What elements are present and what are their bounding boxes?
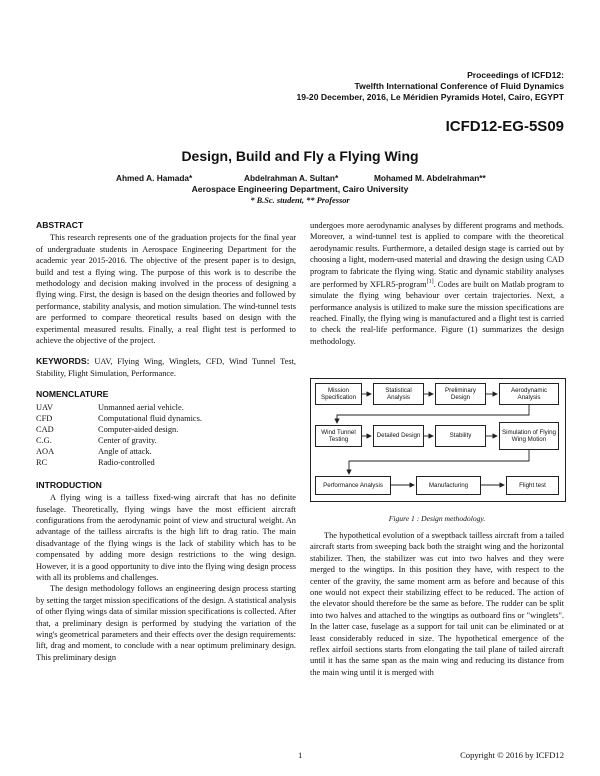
author-roles: * B.Sc. student, ** Professor: [250, 196, 350, 205]
nom-def: Center of gravity.: [98, 435, 157, 445]
nomenclature-row: [36, 413, 296, 424]
page-number: 1: [298, 750, 303, 760]
author-2: Abdelrahman A. Sultan*: [244, 173, 339, 183]
nom-def: Radio-controlled: [98, 457, 155, 467]
nomenclature-row: [36, 435, 296, 446]
abstract-heading: ABSTRACT: [36, 220, 84, 230]
conference-date-venue: 19-20 December, 2016, Le Méridien Pyramids Hotel, Cairo, EGYPT: [296, 92, 564, 102]
nom-def: Unmanned aerial vehicle.: [98, 402, 184, 412]
step-aerodynamic-analysis: Aerodynamic Analysis: [499, 383, 559, 405]
step-simulation: Simulation of Flying Wing Motion: [499, 422, 559, 450]
abstract-text: This research represents one of the graduation projects for the final year of undergraduate students in Aerospace Engineering Department for the academic year 2015-2016. The objective of the present paper is to design, build and test a flying wing. The purpose of this work is to describe the methodology and decision making involved in the process of designing a flying wing. First, the design is based on the design theories and followed by performance, stability analysis, and motion simulation. The wind-tunnel tests are performed to compare theoretical results based on design with the experimental measured results. Finally, a real flight test is performed to achieve the objective of the project.: [36, 233, 296, 346]
keywords: [36, 356, 296, 379]
right-column-top: [310, 220, 564, 347]
nom-abbr: CAD: [36, 424, 54, 434]
methodology-figure: [310, 378, 566, 502]
step-manufacturing: Manufacturing: [416, 476, 481, 495]
copyright: Copyright © 2016 by ICFD12: [460, 750, 564, 760]
nom-abbr: RC: [36, 457, 48, 467]
citation-ref: [1]: [426, 279, 434, 286]
step-wind-tunnel-testing: Wind Tunnel Testing: [315, 425, 362, 447]
nomenclature-list: [36, 402, 296, 468]
right-paragraph-1: [310, 220, 564, 347]
nomenclature-row: [36, 402, 296, 413]
nom-abbr: AOA: [36, 446, 55, 456]
left-column: [36, 220, 296, 663]
author-3: Mohamed M. Abdelrahman**: [374, 173, 486, 183]
step-performance-analysis: Performance Analysis: [315, 476, 391, 495]
step-stability: Stability: [435, 425, 486, 447]
introduction-heading: INTRODUCTION: [36, 479, 102, 490]
right-paragraph-2: The hypothetical evolution of a sweptback tailless aircraft from a tailed aircraft starts from sweeping back both the straight wing and the horizontal stabilizer. Then, the stabilizer was cut into two halves and they were merged to the wingtips. In this position they have, with respect to the center of the gravity, the same moment arm as before and because of this one would not expect their stabilizing effect to be reduced. The action of the elevator should therefore be the same as before. The rudder can be split into two halves and attached to the wingtips as outboard fins or "winglets". In the latter case, fuselage as a support for tail unit can be eliminated or at least considerably reduced in size. The hypothetical emergence of the reflex airfoil sections starts from elongating the tail plane of tailed aircraft until it has the same span as the main wing and reducing its distance from the main wing until it is merged with: [310, 531, 564, 677]
nom-abbr: UAV: [36, 402, 54, 412]
figure-caption: Figure 1 : Design methodology.: [388, 514, 486, 523]
step-mission-specification: Mission Specification: [315, 383, 362, 405]
author-1: Ahmed A. Hamada*: [116, 173, 193, 183]
proceedings-line: Proceedings of ICFD12:: [467, 70, 564, 80]
nomenclature-row: [36, 424, 296, 435]
paper-code: ICFD12-EG-5S09: [445, 118, 564, 135]
keywords-text: UAV, Flying Wing, Winglets, CFD, Wind Tunnel Test, Stability, Flight Simulation, Performance.: [36, 357, 297, 378]
nom-abbr: C.G.: [36, 435, 52, 445]
keywords-label: KEYWORDS:: [36, 356, 90, 367]
paper-title: Design, Build and Fly a Flying Wing: [181, 148, 419, 164]
step-preliminary-design: Preliminary Design: [435, 383, 486, 405]
introduction-paragraph-1: A flying wing is a tailless fixed-wing aircraft that has no definite fuselage. Theoretically, flying wings have the most efficient aircraft configurations from the aerodynamic point of view and structural weight. An advantage of the tailless aircrafts is the high lift to drag ratio. The main disadvantage of the flying wings is the lack of stability which has to be compensated by adding more design restrictions to the wing design. However, it is a good opportunity to dive into the flying wing design process with all its problems and challenges.: [36, 493, 296, 582]
nomenclature-row: [36, 446, 296, 457]
nom-def: Computational fluid dynamics.: [98, 413, 202, 423]
nomenclature-heading: NOMENCLATURE: [36, 389, 109, 400]
conference-name: Twelfth International Conference of Fluid Dynamics: [354, 81, 564, 91]
nom-def: Computer-aided design.: [98, 424, 179, 434]
affiliation: Aerospace Engineering Department, Cairo University: [191, 184, 409, 194]
step-flight-test: Flight test: [506, 476, 559, 495]
nomenclature-row: [36, 457, 296, 468]
right-paragraph-1-text: undergoes more aerodynamic analyses by different programs and methods. Moreover, a wind-tunnel test is applied to compare with the theoretical aerodynamic results. Furthermore, a detailed design stage is carried out by choosing a light, modern-used material and drawing the design using CAD program to fabricate the flying wing. Static and dynamic stability analyses are performed by XFLR5-program: [310, 221, 564, 289]
right-paragraph-1-cont: . Codes are built on Matlab program to simulate the flying wing behaviour over certain trajectories. Next, a performance analysis is utilized to make sure the mission specifications are reached. Finally, the flying wing is manufactured and a flight test is carried to check the real-life performance. Figure (1) summarizes the design methodology.: [310, 279, 564, 346]
nom-abbr: CFD: [36, 413, 53, 423]
right-column-bottom: [310, 530, 564, 678]
introduction-paragraph-2: The design methodology follows an engineering design process starting by setting the target mission specifications of the design. A statistical analysis of other flying wings data of similar mission specifications is collected. After that, a preliminary design is performed by studying the variation of the wing's geometrical parameters and their effects over the design requirements: lift, drag and moment, to conclude with a near optimum preliminary design. This preliminary design: [36, 584, 296, 662]
nom-def: Angle of attack.: [98, 446, 152, 456]
step-detailed-design: Detailed Design: [373, 425, 424, 447]
step-statistical-analysis: Statistical Analysis: [373, 383, 424, 405]
